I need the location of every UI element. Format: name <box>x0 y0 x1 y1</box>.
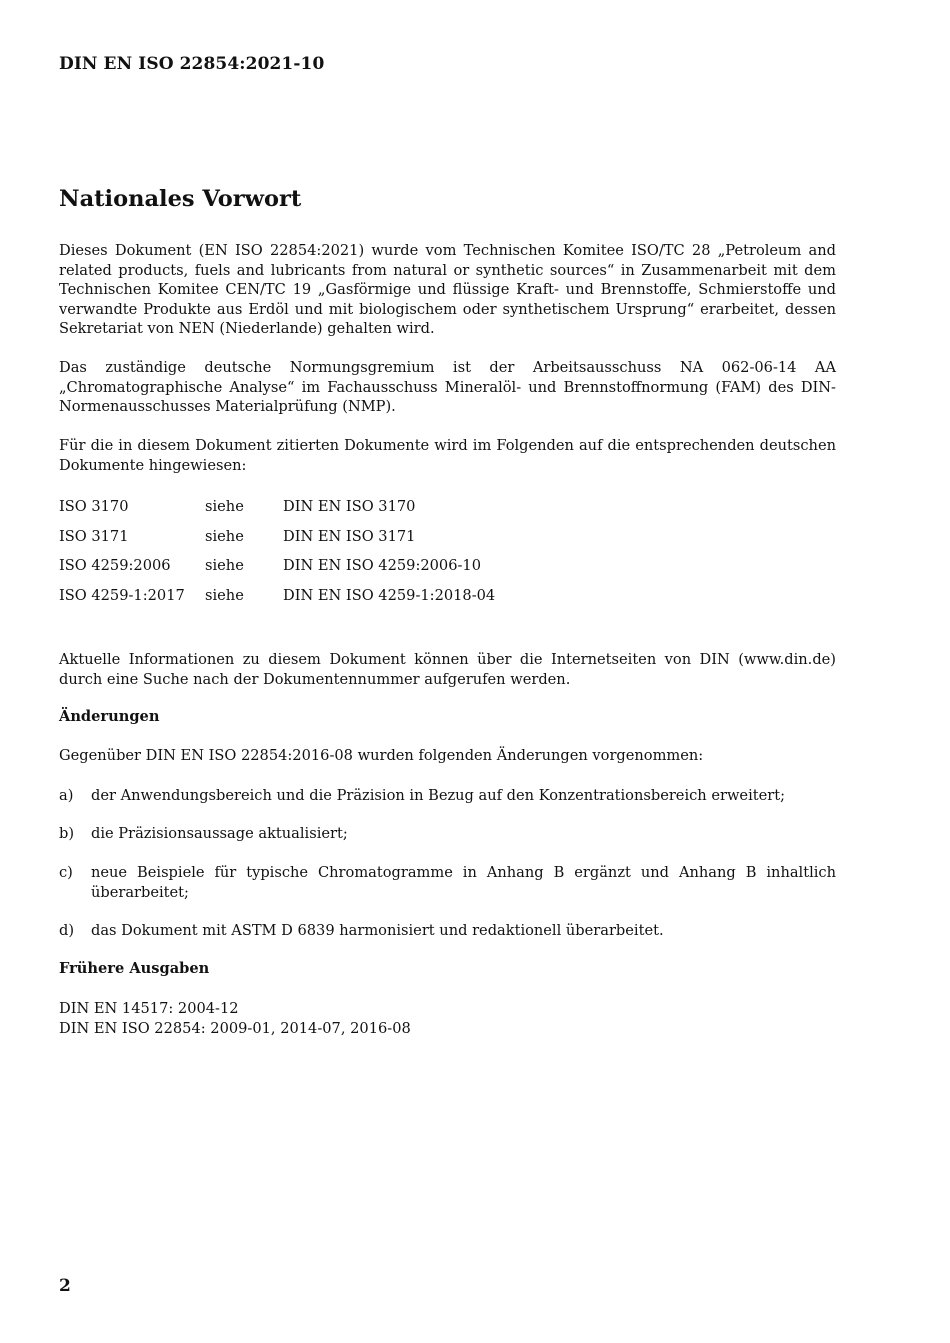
reference-row <box>59 492 495 522</box>
reference-see: siehe <box>205 498 244 516</box>
paragraph-references-intro: Für die in diesem Dokument zitierten Dokumente wird im Folgenden auf die entsprechenden deutschen Dokumente hingewiesen: <box>59 437 836 474</box>
document-page <box>59 0 836 1343</box>
document-id-header: DIN EN ISO 22854:2021-10 <box>59 54 325 74</box>
reference-din: DIN EN ISO 4259-1:2018-04 <box>283 586 496 604</box>
list-item <box>59 921 836 941</box>
list-item-text: das Dokument mit ASTM D 6839 harmonisiert und redaktionell überarbeitet. <box>91 922 664 939</box>
reference-din: DIN EN ISO 3170 <box>283 498 416 516</box>
reference-see: siehe <box>205 557 244 575</box>
list-item <box>59 863 836 902</box>
reference-iso: ISO 4259:2006 <box>59 557 171 575</box>
reference-din: DIN EN ISO 3171 <box>283 527 416 545</box>
paragraph-online-info: Aktuelle Informationen zu diesem Dokument können über die Internetseiten von DIN (www.din.de) durch eine Suche nach der Dokumentennummer aufgerufen werden. <box>59 651 836 688</box>
reference-row <box>59 522 495 552</box>
previous-edition-line: DIN EN ISO 22854: 2009-01, 2014-07, 2016-08 <box>59 1019 411 1037</box>
list-marker: d) <box>59 922 75 939</box>
list-marker: b) <box>59 825 75 842</box>
reference-row <box>59 581 495 611</box>
changes-heading: Änderungen <box>59 708 160 725</box>
list-item-text: die Präzisionsaussage aktualisiert; <box>91 825 348 842</box>
reference-see: siehe <box>205 527 244 545</box>
previous-edition-line: DIN EN 14517: 2004-12 <box>59 1000 239 1017</box>
changes-intro: Gegenüber DIN EN ISO 22854:2016-08 wurden folgenden Änderungen vorgenommen: <box>59 747 704 764</box>
paragraph-standards-body: Das zuständige deutsche Normungsgremium ist der Arbeitsausschuss NA 062-06-14 AA „Chromatographische Analyse“ im Fachausschuss Mineralöl- und Brennstoffnormung (FAM) des DIN-Normenausschusses Materialprüfung (NMP). <box>59 359 836 415</box>
reference-see: siehe <box>205 586 244 604</box>
list-item <box>59 824 836 844</box>
reference-iso: ISO 3170 <box>59 498 129 516</box>
previous-editions-heading: Frühere Ausgaben <box>59 960 210 977</box>
reference-din: DIN EN ISO 4259:2006-10 <box>283 557 481 575</box>
list-item <box>59 786 836 806</box>
page-title: Nationales Vorwort <box>59 186 302 212</box>
previous-editions-list <box>59 999 836 1038</box>
page-number: 2 <box>59 1276 71 1296</box>
list-item-text: neue Beispiele für typische Chromatogramme in Anhang B ergänzt und Anhang B inhaltlich überarbeitet; <box>91 864 836 901</box>
reference-iso: ISO 3171 <box>59 527 129 545</box>
list-marker: a) <box>59 787 74 804</box>
paragraph-committee: Dieses Dokument (EN ISO 22854:2021) wurde vom Technischen Komitee ISO/TC 28 „Petroleum and related products, fuels and lubricants from natural or synthetic sources“ in Zusammenarbeit mit dem Technischen Komitee CEN/TC 19 „Gasförmige und flüssige Kraft- und Brennstoffe, Schmierstoffe und verwandte Produkte aus Erdöl und mit biologischem oder synthetischem Ursprung“ erarbeitet, dessen Sekretariat von NEN (Niederlande) gehalten wird. <box>59 242 836 337</box>
reference-row <box>59 551 495 581</box>
reference-table <box>59 492 495 610</box>
list-marker: c) <box>59 864 73 881</box>
list-item-text: der Anwendungsbereich und die Präzision in Bezug auf den Konzentrationsbereich erweitert; <box>91 787 785 804</box>
reference-iso: ISO 4259-1:2017 <box>59 586 185 604</box>
